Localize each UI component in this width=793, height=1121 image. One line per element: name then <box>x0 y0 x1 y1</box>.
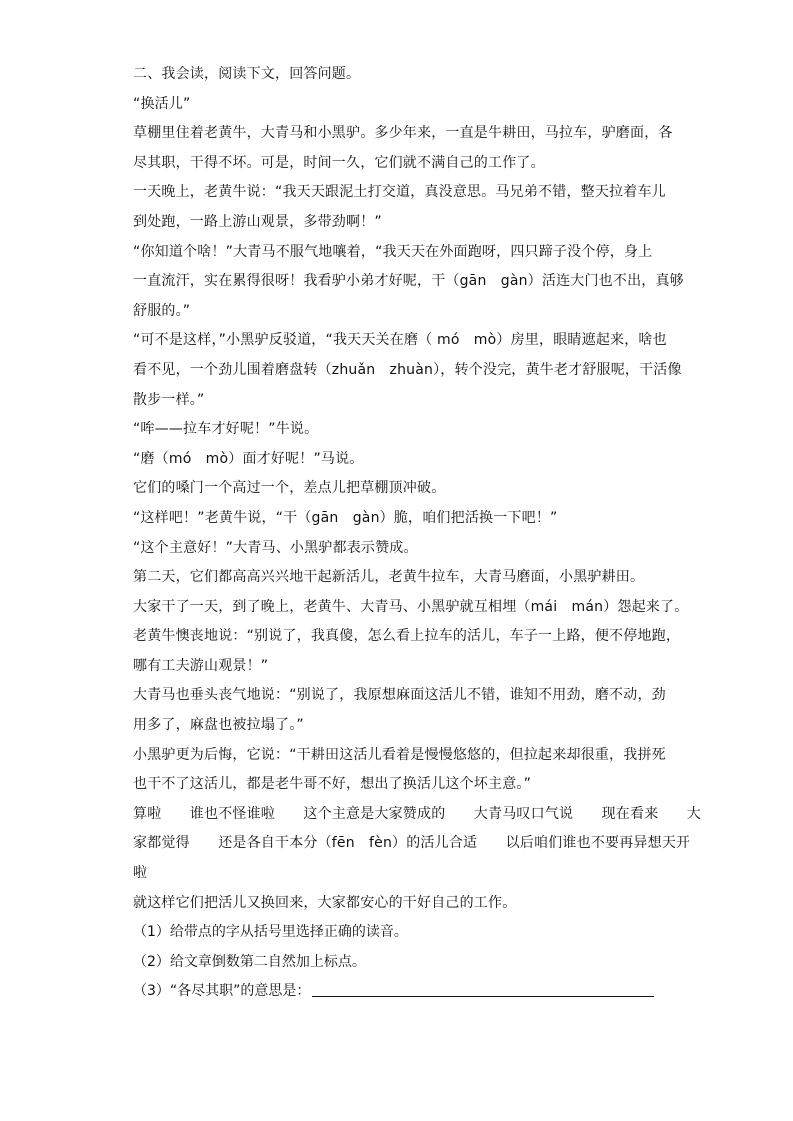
question-3 <box>133 977 663 1007</box>
story-line: “哞——拉车才好呢！”牛说。 <box>133 421 319 438</box>
story-line: “这样吧！”老黄牛说，“干（gān gàn）脆，咱们把活换一下吧！” <box>133 509 558 526</box>
story-line: “你知道个啥！”大青马不服气地嚷着，“我天天在外面跑呀，四只蹄子没个停，身上 <box>133 243 653 260</box>
story-line: 到处跑，一路上游山观景，多带劲啊！” <box>133 213 382 230</box>
story-line: 大家干了一天，到了晚上，老黄牛、大青马、小黑驴就互相埋（mái mán）怨起来了。 <box>133 598 689 615</box>
story-line: 就这样它们把活儿又换回来，大家都安心的干好自己的工作。 <box>133 894 517 911</box>
story-line: 舒服的。” <box>133 302 191 319</box>
story-line: “磨（mó mò）面才好呢！”马说。 <box>133 450 364 467</box>
question-2: （2）给文章倒数第二自然加上标点。 <box>133 953 366 970</box>
story-line: 第二天，它们都高高兴兴地干起新活儿，老黄牛拉车，大青马磨面，小黑驴耕田。 <box>133 569 645 586</box>
story-line: 也干不了这活儿，都是老牛哥不好，想出了换活儿这个坏主意。” <box>133 776 532 793</box>
answer-blank[interactable] <box>312 982 654 997</box>
story-line: 散步一样。” <box>133 391 205 408</box>
story-line: 它们的嗓门一个高过一个，差点儿把草棚顶冲破。 <box>133 480 446 497</box>
question-1: （1）给带点的字从括号里选择正确的读音。 <box>133 924 408 941</box>
story-line: 老黄牛懊丧地说：“别说了，我真傻，怎么看上拉车的活儿，车子一上路，便不停地跑， <box>133 628 681 645</box>
story-line: 用多了，麻盘也被拉塌了。” <box>133 717 304 734</box>
document-body <box>133 60 701 1007</box>
question-3-text: （3）“各尽其职”的意思是： <box>133 983 311 1000</box>
story-line: 啦 <box>133 865 148 882</box>
story-line: 大青马也垂头丧气地说：“别说了，我原想麻面这活儿不错，谁知不用劲，磨不动，劲 <box>133 687 666 704</box>
story-line: 一直流汗，实在累得很呀！我看驴小弟才好呢，干（gān gàn）活连大门也不出，真够 <box>133 273 684 290</box>
story-line: “这个主意好！”大青马、小黑驴都表示赞成。 <box>133 539 418 556</box>
story-line: 一天晚上，老黄牛说：“我天天跟泥土打交道，真没意思。马兄弟不错，整天拉着车儿 <box>133 184 666 201</box>
story-line: 家都觉得 还是各自干本分（fēn fèn）的活儿合适 以后咱们谁也不要再异想天开 <box>133 835 691 852</box>
story-line: 小黑驴更为后悔，它说：“干耕田这活儿看着是慢慢悠悠的，但拉起来却很重，我拼死 <box>133 746 666 763</box>
story-line: 草棚里住着老黄牛，大青马和小黑驴。多少年来，一直是牛耕田，马拉车，驴磨面，各 <box>133 125 673 142</box>
story-title: “换活儿” <box>133 95 191 112</box>
story-line: 算啦 谁也不怪谁啦 这个主意是大家赞成的 大青马叹口气说 现在看来 大 <box>133 805 701 822</box>
story-line: 哪有工夫游山观景！” <box>133 657 269 674</box>
story-line: 看不见，一个劲儿围着磨盘转（zhuǎn zhuàn），转个没完，黄牛老才舒服呢，干活像 <box>133 361 682 378</box>
story-line: 尽其职，干得不坏。可是，时间一久，它们就不满自己的工作了。 <box>133 154 545 171</box>
section-heading: 二、我会读，阅读下文，回答问题。 <box>133 66 361 82</box>
story-line: “可不是这样，”小黑驴反驳道，“我天天关在磨（ mó mò）房里，眼睛遮起来，啥也 <box>133 332 667 349</box>
